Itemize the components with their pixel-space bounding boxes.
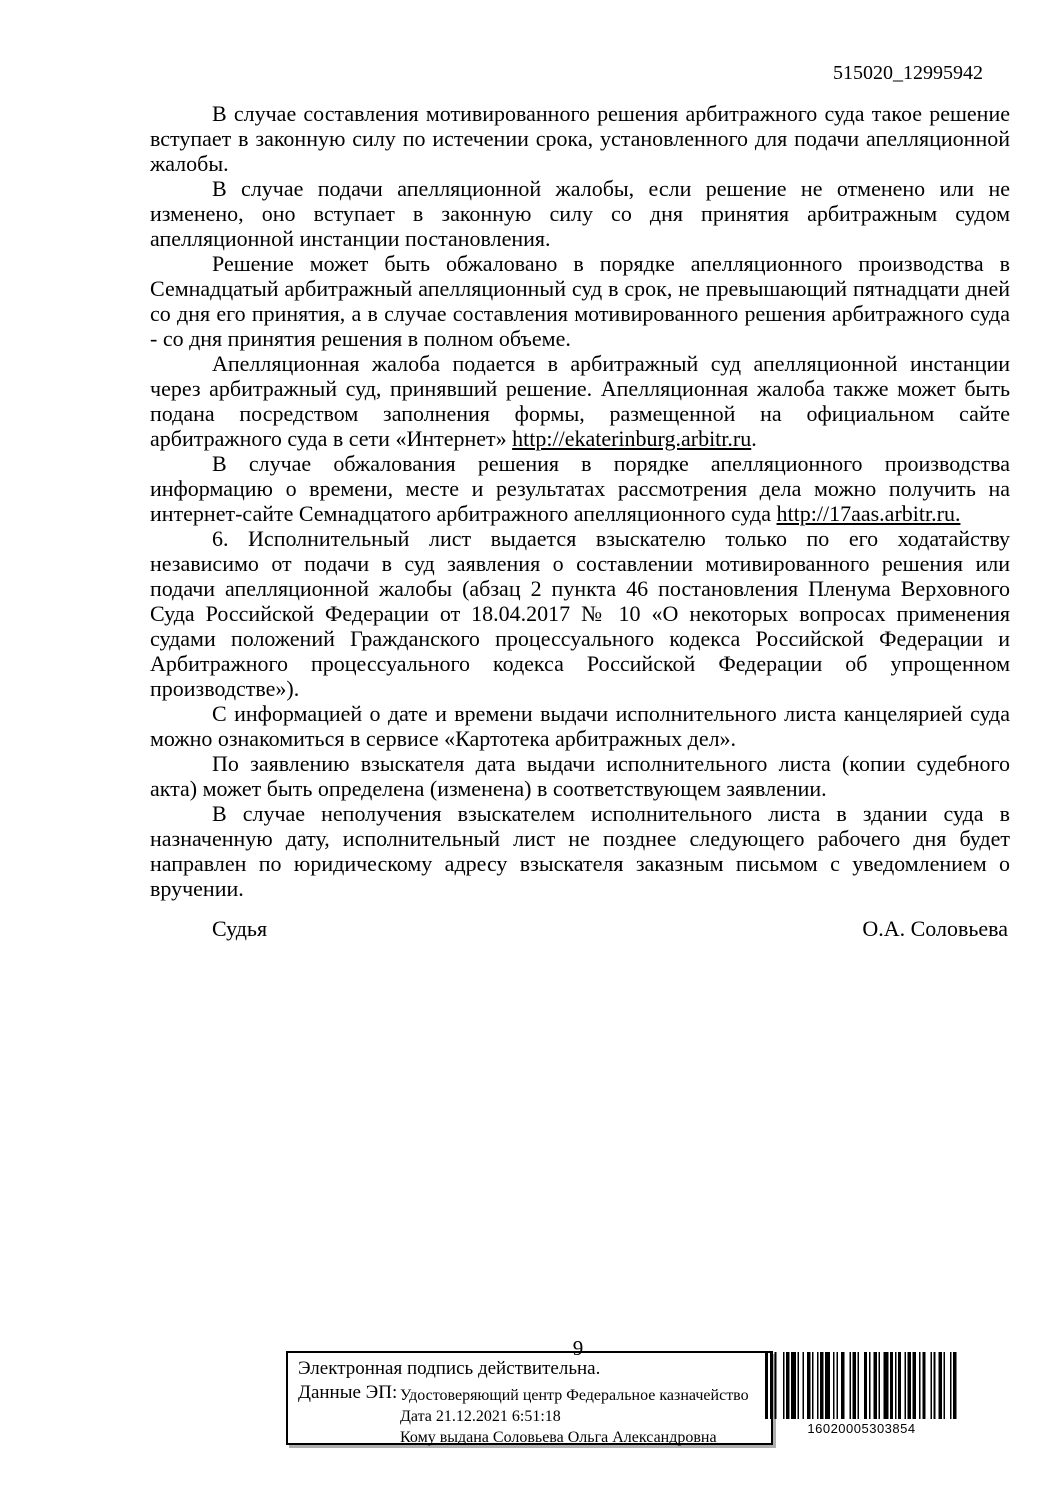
paragraph-text: 6. Исполнительный лист выдается взыскателю только по его ходатайству независимо от подачи в суд заявления о составлении мотивированного решения или подачи апелляционной жалобы (абзац 2 пункта 46 постановления Пленума Верховного Суда Российской Федерации от 18.04.2017 № 10 «О некоторых вопросах применения судами положений Гражданского процессуального кодекса Российской Федерации и Арбитражного процессуального кодекса Российской Федерации об упрощенном производстве»). [150,526,1010,701]
stamp-validity-text: Электронная подпись действительна. [298,1358,601,1379]
paragraph [150,101,1010,176]
paragraph [150,176,1010,251]
stamp-details [400,1385,749,1448]
document-number: 515020_12995942 [833,62,983,84]
paragraph-text: В случае подачи апелляционной жалобы, если решение не отменено или не изменено, оно вступает в законную силу со дня принятия арбитражным судом апелляционной инстанции постановления. [150,176,1010,251]
judge-label: Судья [212,916,268,941]
paragraph-text: В случае составления мотивированного решения арбитражного суда такое решение вступает в законную силу по истечении срока, установленного для подачи апелляционной жалобы. [150,101,1010,176]
link-url[interactable]: http://17aas.arbitr.ru. [776,501,961,526]
paragraph-text: В случае обжалования решения в порядке апелляционного производства информацию о времени, месте и результатах рассмотрения дела можно получить на интернет-сайте Семнадцатого арбитражного апелляционного суда [150,451,1010,526]
judge-name: О.А. Соловьева [862,916,1008,941]
paragraph [150,251,1010,351]
paragraph-text: По заявлению взыскателя дата выдачи исполнительного листа (копии судебного акта) может быть определена (изменена) в соответствующем заявлении. [150,751,1010,801]
barcode-image [765,1352,958,1419]
paragraph-text: Решение может быть обжаловано в порядке апелляционного производства в Семнадцатый арбитражный апелляционный суд в срок, не превышающий пятнадцати дней со дня его принятия, а в случае составления мотивированного решения арбитражного суда - со дня принятия решения в полном объеме. [150,251,1010,351]
paragraph [150,351,1010,451]
paragraph [150,451,1010,526]
signature-stamp [286,1351,773,1445]
stamp-detail-line: Удостоверяющий центр Федеральное казначейство [400,1387,749,1404]
paragraph-text: . [751,426,757,451]
paragraph [150,526,1010,701]
barcode [765,1352,958,1436]
paragraph [150,801,1010,901]
barcode-number: 16020005303854 [807,1421,916,1436]
paragraph [150,701,1010,751]
stamp-detail-line: Кому выдана Соловьева Ольга Александровна [400,1429,717,1446]
stamp-detail-line: Дата 21.12.2021 6:51:18 [400,1408,561,1425]
paragraph [150,751,1010,801]
paragraph-text: Апелляционная жалоба подается в арбитражный суд апелляционной инстанции через арбитражный суд, принявший решение. Апелляционная жалоба также может быть подана посредством заполнения формы, размещенной на официальном сайте арбитражного суда в сети «Интернет» [150,351,1010,451]
stamp-data-label: Данные ЭП: [298,1382,398,1403]
paragraph-text: С информацией о дате и времени выдачи исполнительного листа канцелярией суда можно ознакомиться в сервисе «Картотека арбитражных дел». [150,701,1010,751]
signature-row [150,916,1008,941]
document-body [150,101,1010,901]
page-number: 9 [572,1336,584,1360]
link-url[interactable]: http://ekaterinburg.arbitr.ru [512,426,752,451]
paragraph-text: В случае неполучения взыскателем исполнительного листа в здании суда в назначенную дату, исполнительный лист не позднее следующего рабочего дня будет направлен по юридическому адресу взыскателя заказным письмом с уведомлением о вручении. [150,801,1010,901]
